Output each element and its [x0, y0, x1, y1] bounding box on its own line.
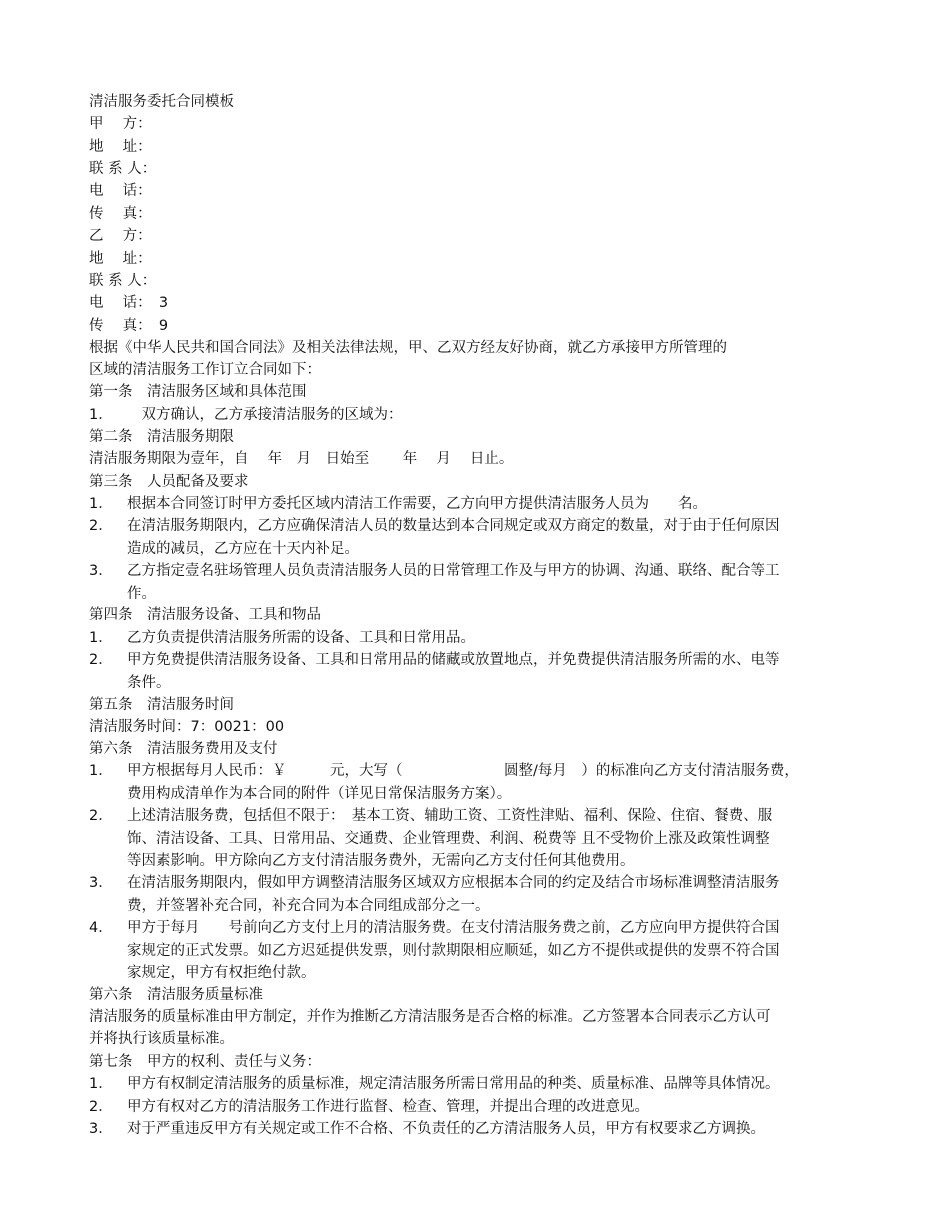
list-item	[89, 515, 865, 560]
list-item-text: 乙方指定壹名驻场管理人员负责清洁服务人员的日常管理工作及与甲方的协调、沟通、联络、配合等工 作。	[127, 563, 780, 602]
text-line: 传 真： 9	[89, 318, 169, 334]
list-item-text: 乙方负责提供清洁服务所需的设备、工具和日常用品。	[127, 630, 475, 646]
text-line: 地 址：	[89, 251, 152, 267]
list-item	[89, 560, 865, 605]
list-item-text: 在清洁服务期限内，乙方应确保清洁人员的数量达到本合同规定或双方商定的数量，对于由于任何原因 造成的减员，乙方应在十天内补足。	[127, 518, 780, 557]
text-line: 清洁服务的质量标准由甲方制定，并作为推断乙方清洁服务是否合格的标准。乙方签署本合同表示乙方认可 并将执行该质量标准。	[89, 1009, 771, 1047]
list-item	[89, 917, 865, 985]
list-item-text: 甲方免费提供清洁服务设备、工具和日常用品的储藏或放置地点，并免费提供清洁服务所需的水、电等 条件。	[127, 652, 780, 691]
list-item-number: 1．	[89, 1076, 113, 1092]
text-line: 第六条 清洁服务费用及支付	[89, 741, 278, 757]
list-item	[89, 760, 865, 805]
text-line: 第三条 人员配备及要求	[89, 474, 249, 490]
text-line: 联 系 人：	[89, 161, 157, 177]
text-line: 第二条 清洁服务期限	[89, 429, 234, 445]
text-line: 地 址：	[89, 139, 152, 155]
list-item-text: 双方确认，乙方承接清洁服务的区域为：	[127, 407, 403, 423]
text-line: 第六条 清洁服务质量标准	[89, 987, 263, 1003]
list-item-text: 根据本合同签订时甲方委托区域内清洁工作需要，乙方向甲方提供清洁服务人员为 名。	[127, 496, 707, 512]
list-item-number: 1．	[89, 630, 113, 646]
text-line: 传 真：	[89, 206, 152, 222]
text-line: 电 话：	[89, 183, 152, 199]
list-item-number: 1．	[89, 763, 113, 779]
list-item-number: 2．	[89, 652, 113, 668]
text-line: 联 系 人：	[89, 273, 157, 289]
list-item	[89, 1096, 865, 1119]
list-item	[89, 1118, 865, 1141]
list-item	[89, 805, 865, 873]
list-item	[89, 404, 865, 427]
list-item-number: 2．	[89, 1099, 113, 1115]
list-item-text: 对于严重违反甲方有关规定或工作不合格、不负责任的乙方清洁服务人员，甲方有权要求乙方调换。	[127, 1121, 765, 1137]
list-item-number: 1．	[89, 407, 113, 423]
list-item	[89, 1073, 865, 1096]
text-line: 电 话： 3	[89, 295, 169, 311]
text-line: 根据《中华人民共和国合同法》及相关法律法规，甲、乙双方经友好协商，就乙方承接甲方所管理的	[89, 340, 727, 356]
list-item	[89, 649, 865, 694]
text-line: 乙 方：	[89, 228, 152, 244]
text-line: 甲 方：	[89, 116, 152, 132]
list-item	[89, 493, 865, 516]
list-item-number: 2．	[89, 808, 113, 824]
text-line: 第五条 清洁服务时间	[89, 697, 234, 713]
text-line: 清洁服务期限为壹年，自 年 月 日始至 年 月 日止。	[89, 451, 514, 467]
list-item-number: 3．	[89, 1121, 113, 1137]
list-item-text: 上述清洁服务费，包括但不限于： 基本工资、辅助工资、工资性津贴、福利、保险、住宿、餐费、服 饰、清洁设备、工具、日常用品、交通费、企业管理费、利润、税费等 且不受物价上涨及政策性调整 等因素影响。甲方除向乙方支付清洁服务费外，无需向乙方支付任何其他费用。	[127, 808, 773, 869]
text-line: 第四条 清洁服务设备、工具和物品	[89, 607, 321, 623]
list-item-text: 甲方有权制定清洁服务的质量标准，规定清洁服务所需日常用品的种类、质量标准、品牌等具体情况。	[127, 1076, 780, 1092]
list-item-text: 甲方于每月 号前向乙方支付上月的清洁服务费。在支付清洁服务费之前，乙方应向甲方提供符合国 家规定的正式发票。如乙方迟延提供发票，则付款期限相应顺延，如乙方不提供或提供的发票不符合国 家规定，甲方有权拒绝付款。	[127, 920, 780, 981]
list-item-number: 3．	[89, 563, 113, 579]
list-item-number: 2．	[89, 518, 113, 534]
text-line: 清洁服务时间：7：0021：00	[89, 719, 285, 735]
list-item-number: 3．	[89, 875, 113, 891]
text-line: 区域的清洁服务工作订立合同如下：	[89, 362, 321, 378]
list-item-text: 在清洁服务期限内，假如甲方调整清洁服务区域双方应根据本合同的约定及结合市场标准调整清洁服务 费，并签署补充合同，补充合同为本合同组成部分之一。	[127, 875, 780, 914]
document-title: 清洁服务委托合同模板	[89, 94, 234, 110]
list-item-number: 1．	[89, 496, 113, 512]
list-item-text: 甲方根据每月人民币：￥ 元，大写（ 圆整/每月 ）的标准向乙方支付清洁服务费， 费用构成清单作为本合同的附件（详见日常保洁服务方案）。	[127, 763, 799, 802]
list-item-number: 4．	[89, 920, 113, 936]
text-line: 第一条 清洁服务区域和具体范围	[89, 384, 307, 400]
text-line: 第七条 甲方的权利、责任与义务：	[89, 1054, 321, 1070]
list-item	[89, 872, 865, 917]
list-item	[89, 627, 865, 650]
list-item-text: 甲方有权对乙方的清洁服务工作进行监督、检查、管理，并提出合理的改进意见。	[127, 1099, 649, 1115]
